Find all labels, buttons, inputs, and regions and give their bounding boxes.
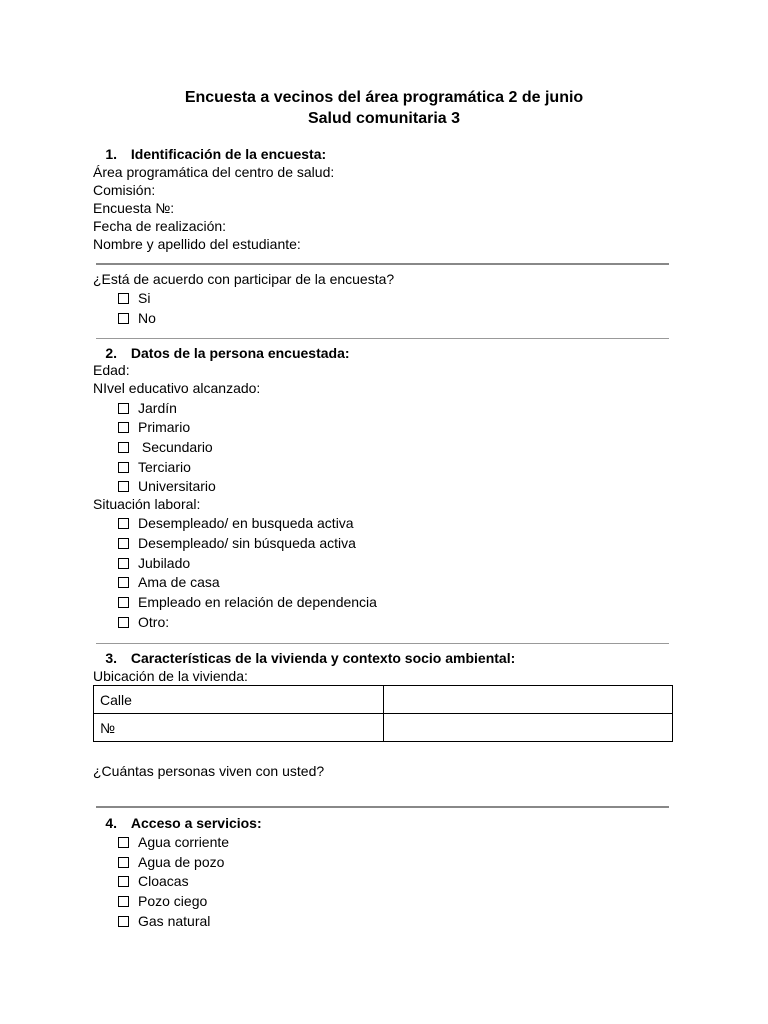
option-label: Ama de casa xyxy=(138,574,220,590)
checkbox[interactable] xyxy=(118,558,129,569)
work-option-empleado[interactable] xyxy=(118,593,377,611)
section-4-title: Acceso a servicios: xyxy=(130,815,262,831)
table-cell-input[interactable] xyxy=(383,686,673,714)
education-option-secundario[interactable] xyxy=(118,438,213,456)
checkbox[interactable] xyxy=(118,462,129,473)
table-row xyxy=(94,714,673,742)
option-label: Cloacas xyxy=(138,873,189,889)
education-option-primario[interactable] xyxy=(118,418,190,436)
checkbox[interactable] xyxy=(118,617,129,628)
table-cell-label: Calle xyxy=(94,686,384,714)
option-label: Jardín xyxy=(138,400,177,416)
location-table xyxy=(93,685,673,742)
option-label: Secundario xyxy=(138,439,213,455)
checkbox[interactable] xyxy=(118,577,129,588)
people-question: ¿Cuántas personas viven con usted? xyxy=(93,763,325,779)
checkbox[interactable] xyxy=(118,538,129,549)
checkbox[interactable] xyxy=(118,837,129,848)
section-1-number: 1. xyxy=(105,146,117,162)
field-area-programatica: Área programática del centro de salud: xyxy=(93,164,335,180)
field-situacion-laboral: Situación laboral: xyxy=(93,496,201,512)
checkbox[interactable] xyxy=(118,876,129,887)
table-row xyxy=(94,686,673,714)
education-option-terciario[interactable] xyxy=(118,458,191,476)
checkbox[interactable] xyxy=(118,518,129,529)
section-3-number: 3. xyxy=(105,650,117,666)
education-option-universitario[interactable] xyxy=(118,477,216,495)
option-label: Agua de pozo xyxy=(138,854,225,870)
option-label: Universitario xyxy=(138,478,216,494)
option-label: Terciario xyxy=(138,459,191,475)
checkbox[interactable] xyxy=(118,422,129,433)
field-comision: Comisión: xyxy=(93,182,156,198)
field-nivel-educativo: NIvel educativo alcanzado: xyxy=(93,380,261,396)
work-option-ama-de-casa[interactable] xyxy=(118,573,220,591)
option-label: Desempleado/ en busqueda activa xyxy=(138,515,354,531)
table-cell-input[interactable] xyxy=(383,714,673,742)
checkbox[interactable] xyxy=(118,916,129,927)
work-option-otro[interactable] xyxy=(118,613,169,631)
section-1-title: Identificación de la encuesta: xyxy=(130,146,327,162)
consent-option-si[interactable] xyxy=(118,289,150,307)
field-edad: Edad: xyxy=(93,362,130,378)
table-cell-label: № xyxy=(94,714,384,742)
section-3-title: Características de la vivienda y contexto socio ambiental: xyxy=(130,650,516,666)
field-ubicacion-vivienda: Ubicación de la vivienda: xyxy=(93,668,248,684)
option-label: Primario xyxy=(138,419,191,435)
option-label: No xyxy=(138,310,156,326)
work-option-desempleado-sin-busqueda[interactable] xyxy=(118,534,356,552)
consent-question: ¿Está de acuerdo con participar de la encuesta? xyxy=(93,271,395,287)
work-option-jubilado[interactable] xyxy=(118,554,190,572)
section-4-number: 4. xyxy=(105,815,117,831)
section-2-heading xyxy=(93,344,350,362)
section-3-heading xyxy=(93,649,515,667)
document-title: Encuesta a vecinos del área programática 2 de junio xyxy=(184,89,584,106)
option-label: Empleado en relación de dependencia xyxy=(138,594,377,610)
consent-option-no[interactable] xyxy=(118,309,156,327)
option-label: Agua corriente xyxy=(138,834,230,850)
option-label: Si xyxy=(138,290,151,306)
option-label: Jubilado xyxy=(138,555,191,571)
service-option-gas-natural[interactable] xyxy=(118,912,210,930)
service-option-pozo-ciego[interactable] xyxy=(118,892,207,910)
service-option-agua-corriente[interactable] xyxy=(118,833,229,851)
checkbox[interactable] xyxy=(118,597,129,608)
option-label: Desempleado/ sin búsqueda activa xyxy=(138,535,356,551)
divider xyxy=(96,806,669,808)
checkbox[interactable] xyxy=(118,293,129,304)
checkbox[interactable] xyxy=(118,857,129,868)
field-nombre-estudiante: Nombre y apellido del estudiante: xyxy=(93,236,301,252)
field-fecha: Fecha de realización: xyxy=(93,218,227,234)
divider xyxy=(96,643,669,644)
section-1-heading xyxy=(93,145,326,163)
divider xyxy=(96,263,669,265)
option-label: Gas natural xyxy=(138,913,211,929)
work-option-desempleado-activa[interactable] xyxy=(118,514,354,532)
section-2-title: Datos de la persona encuestada: xyxy=(130,345,350,361)
education-option-jardin[interactable] xyxy=(118,399,177,417)
section-2-number: 2. xyxy=(105,345,117,361)
option-label: Pozo ciego xyxy=(138,893,208,909)
document-subtitle: Salud comunitaria 3 xyxy=(307,110,461,127)
checkbox[interactable] xyxy=(118,481,129,492)
service-option-cloacas[interactable] xyxy=(118,872,189,890)
checkbox[interactable] xyxy=(118,896,129,907)
checkbox[interactable] xyxy=(118,442,129,453)
field-encuesta-numero: Encuesta №: xyxy=(93,200,175,216)
checkbox[interactable] xyxy=(118,403,129,414)
checkbox[interactable] xyxy=(118,313,129,324)
section-4-heading xyxy=(93,814,262,832)
option-label: Otro: xyxy=(138,614,170,630)
service-option-agua-de-pozo[interactable] xyxy=(118,853,224,871)
divider xyxy=(96,338,669,339)
